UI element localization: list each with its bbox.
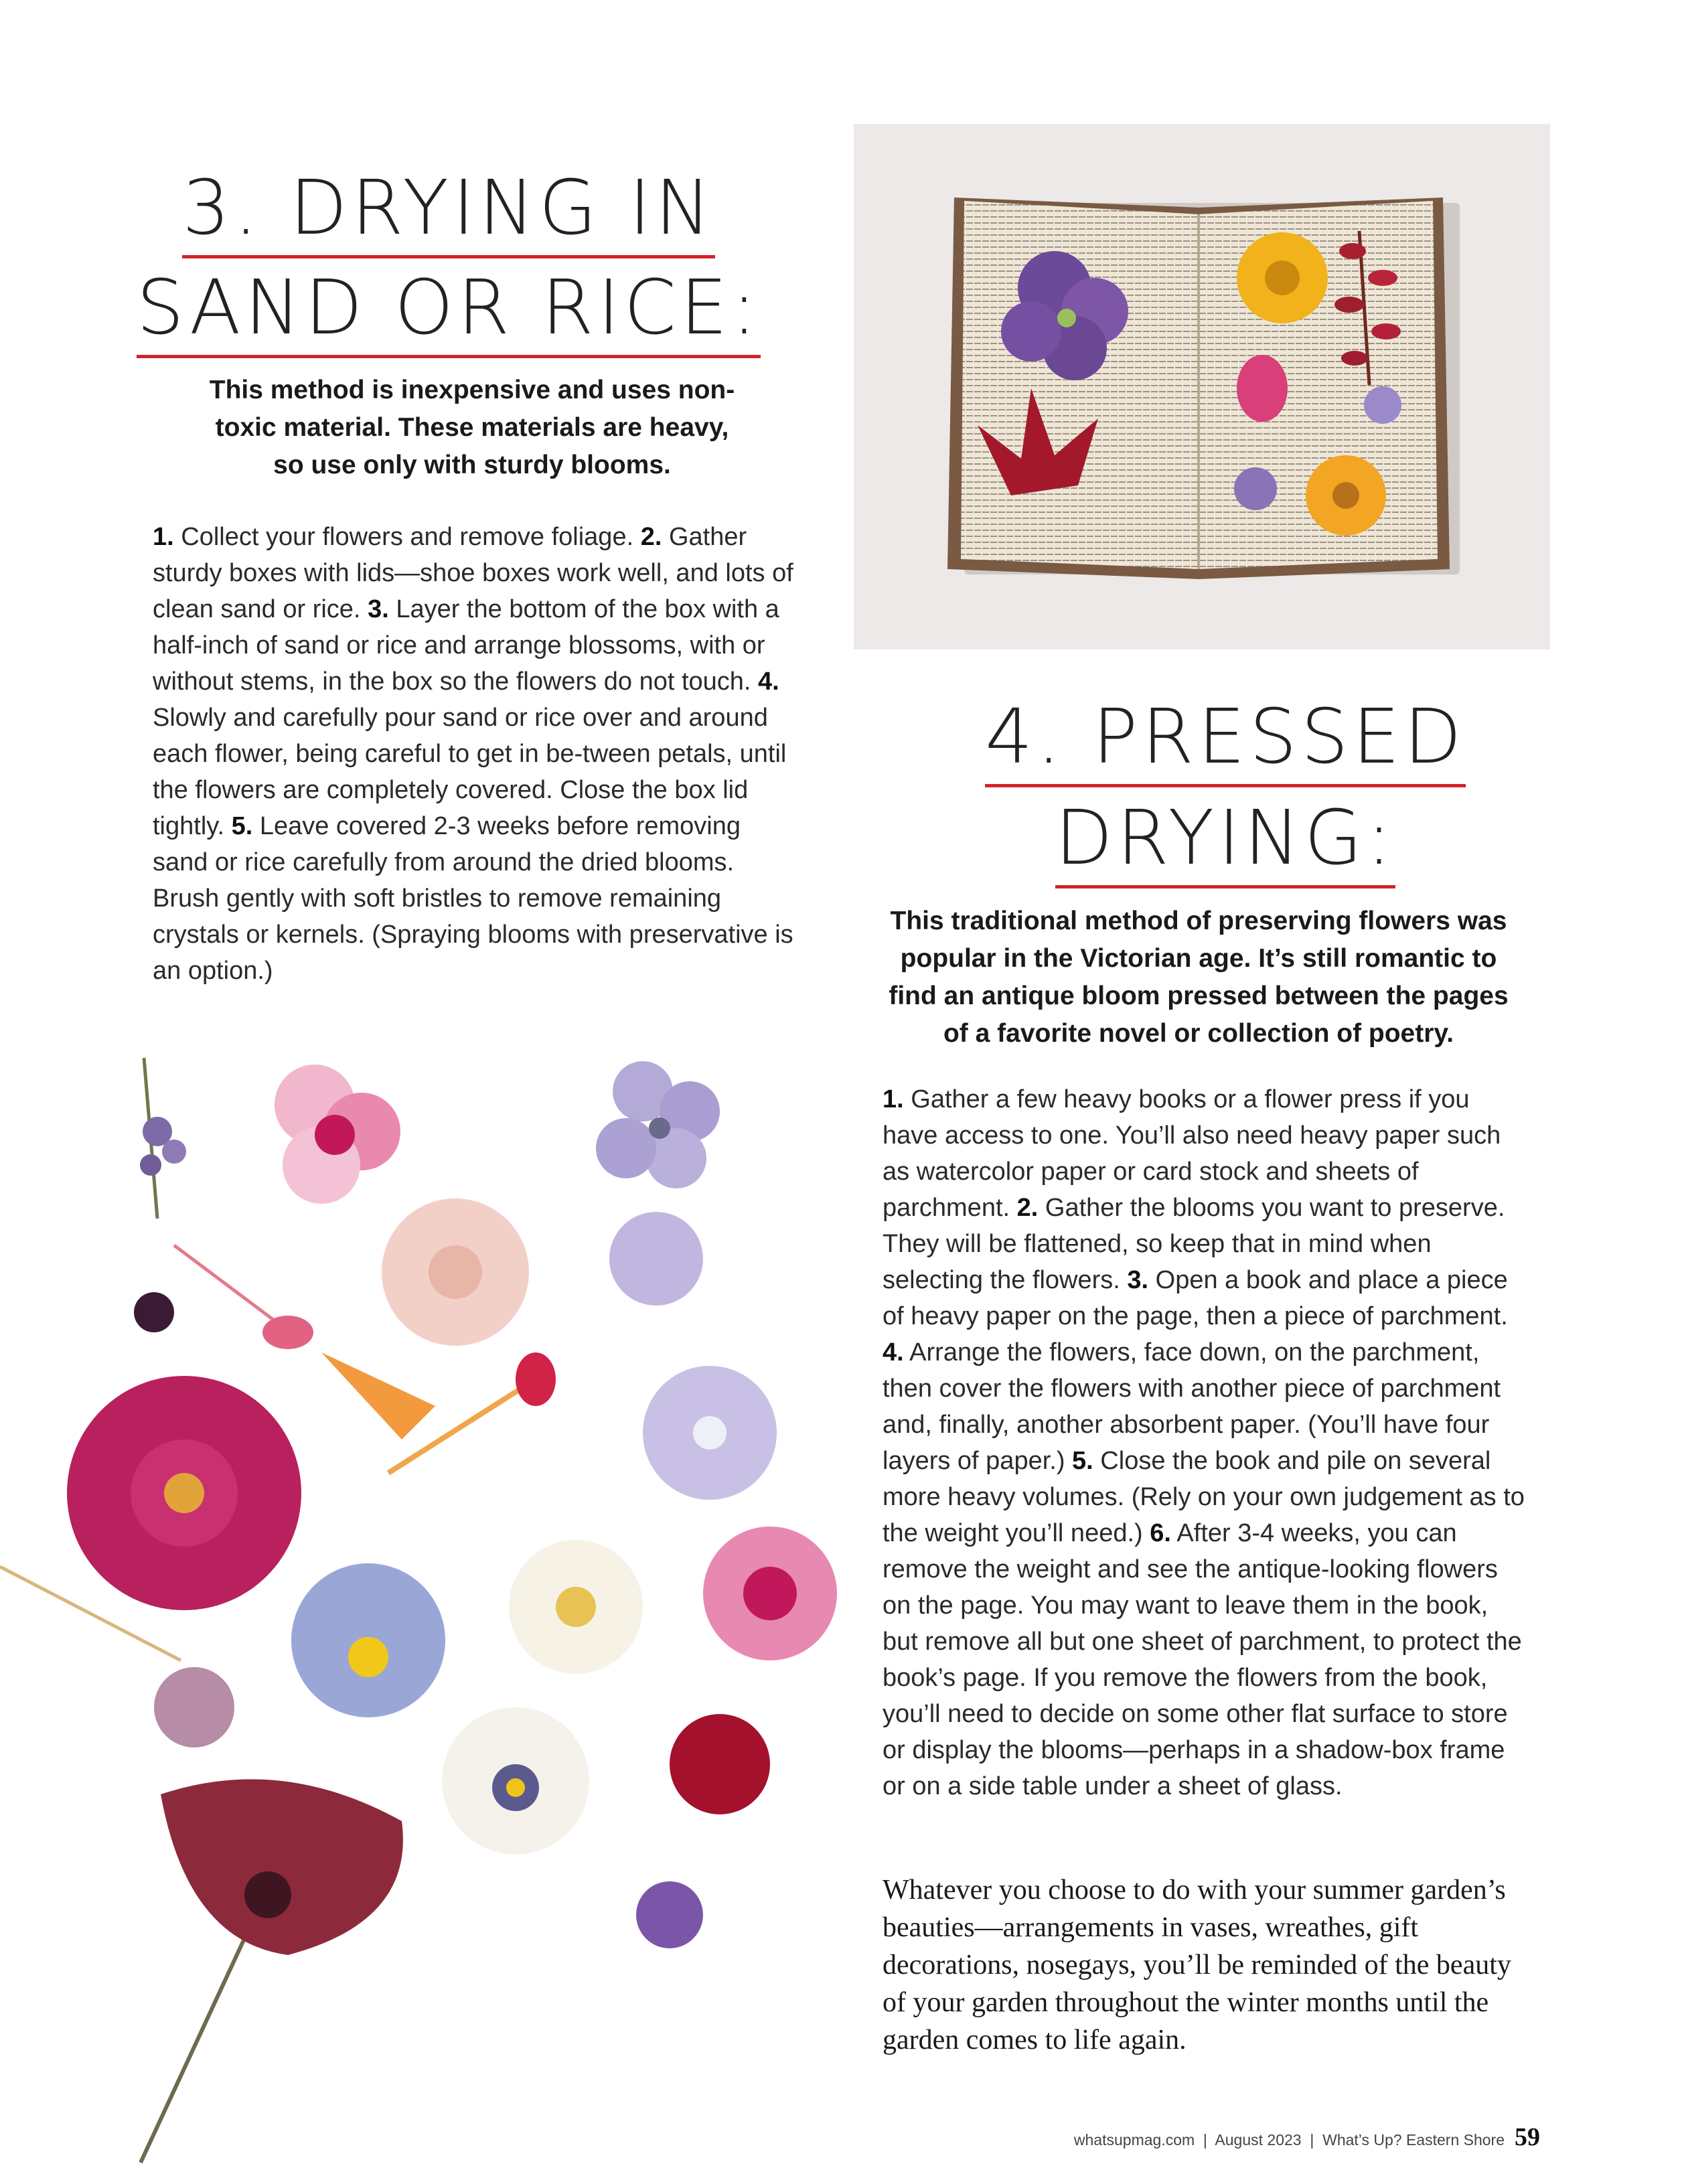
step-number: 1. — [883, 1085, 904, 1113]
pink-bloom-icon — [1237, 355, 1288, 422]
violet-icon — [609, 1212, 703, 1306]
dark-red-flower-icon — [670, 1714, 770, 1814]
step-number: 5. — [231, 812, 253, 840]
lavender-sprig-icon — [140, 1058, 186, 1219]
peach-rose-icon — [382, 1198, 529, 1346]
step-number: 2. — [640, 523, 662, 551]
page-number: 59 — [1515, 2123, 1540, 2151]
step-text: Leave covered 2-3 weeks before removing sand or rice carefully from around the dried blooms. Brush gently with soft bristles to remove remaining crystals or kernels. (Spraying blooms with preservative is an option.) — [153, 812, 793, 985]
white-blossom-icon — [509, 1540, 643, 1674]
section4-intro: This traditional method of preserving flowers was popular in the Victorian age. It’s still romantic to find an antique bloom pressed between the pages of a favorite novel or collection of poetry. — [889, 907, 1509, 1048]
section4-title — [937, 694, 1513, 888]
pressed-flowers-book-photo — [854, 124, 1550, 649]
step-number: 3. — [1127, 1266, 1149, 1294]
step-text: Open a book and place a piece of heavy paper on the page, then a piece of parchment. — [883, 1266, 1508, 1330]
step-number: 4. — [883, 1338, 904, 1367]
section3-intro: This method is inexpensive and uses non-toxic material. These materials are heavy, so use only with sturdy blooms. — [209, 376, 735, 479]
orange-petal-icon — [321, 1352, 435, 1439]
spiky-flower-icon — [154, 1667, 234, 1747]
lavender-flower-icon — [1364, 386, 1401, 424]
small-violet-bottom-icon — [636, 1881, 703, 1948]
small-purple-flower-icon — [1234, 467, 1277, 510]
closing-paragraph: Whatever you choose to do with your summer garden’s beauties—arrangements in vases, wreathes, gift decorations, nosegays, you’ll be reminded of the beauty of your garden throughout the winter months until the garden comes to life again. — [883, 1875, 1511, 2055]
step-text: Close the book and pile on several more heavy volumes. (Rely on your own judgement as to the weight you’ll need.) — [883, 1447, 1525, 1547]
step-text: Gather sturdy boxes with lids—shoe boxes work well, and lots of clean sand or rice. — [153, 523, 793, 623]
step-text: Gather the blooms you want to preserve. They will be flattened, so keep that in mind when selecting the flowers. — [883, 1194, 1505, 1294]
yellow-flower-icon — [1237, 232, 1328, 323]
blue-pansy-icon — [291, 1563, 445, 1717]
footer-text: whatsupmag.com | August 2023 | What’s Up? Eastern Shore — [1073, 2131, 1505, 2149]
section4-title-line1: 4. PRESSED — [985, 700, 1466, 787]
white-pansy-icon — [442, 1707, 589, 1855]
step-number: 3. — [368, 595, 389, 623]
section4-steps — [883, 1081, 1525, 1804]
burgundy-poppy-icon — [141, 1780, 403, 2163]
section3-title-line1: 3. DRYING IN — [182, 171, 715, 258]
periwinkle-icon — [596, 1061, 720, 1188]
pink-stem-flower-icon — [174, 1245, 313, 1349]
step-number: 2. — [1016, 1194, 1039, 1222]
dark-violet-flower-icon — [134, 1292, 174, 1332]
pink-geranium-lower-icon — [703, 1527, 837, 1660]
step-number: 5. — [1072, 1447, 1093, 1475]
step-text: Gather a few heavy books or a flower press if you have access to one. You’ll also need heavy paper such as watercolor paper or card stock and sheets of parchment. — [883, 1085, 1501, 1222]
step-text: Arrange the flowers, face down, on the parchment, then cover the flowers with another piece of parchment and, finally, another absorbent paper. (You’ll have four layers of paper.) — [883, 1338, 1501, 1475]
step-text: After 3-4 weeks, you can remove the weight and see the antique-looking flowers on the page. You may want to leave them in the book, but remove all but one sheet of parchment, to protect the book’s page. If you remove the flowers from the book, you’ll need to decide on some other flat surface to store or display the blooms—perhaps in a shadow-box frame or on a side table under a sheet of glass. — [883, 1519, 1522, 1800]
orange-daisy-icon — [1306, 455, 1386, 536]
section3-title — [134, 165, 763, 358]
section4-title-line2: DRYING: — [1055, 801, 1396, 888]
step-text: Slowly and carefully pour sand or rice over and around each flower, being careful to get in be-tween petals, until the flowers are completely covered. Close the box lid tightly. — [153, 704, 787, 840]
pink-geranium-icon — [275, 1065, 400, 1204]
pressed-flowers-illustration — [0, 1031, 870, 2169]
step-text: Collect your flowers and remove foliage. — [173, 523, 641, 551]
magenta-rose-icon — [67, 1376, 301, 1610]
step-text: Layer the bottom of the box with a half-inch of sand or rice and arrange blossoms, with or without stems, in the box so the flowers do not touch. — [153, 595, 779, 696]
step-number: 6. — [1150, 1519, 1171, 1547]
light-blue-flower-icon — [643, 1366, 777, 1500]
step-number: 4. — [758, 668, 779, 696]
step-number: 1. — [153, 523, 174, 551]
section3-title-line2: SAND OR RICE: — [137, 270, 761, 358]
section3-steps — [153, 519, 795, 989]
